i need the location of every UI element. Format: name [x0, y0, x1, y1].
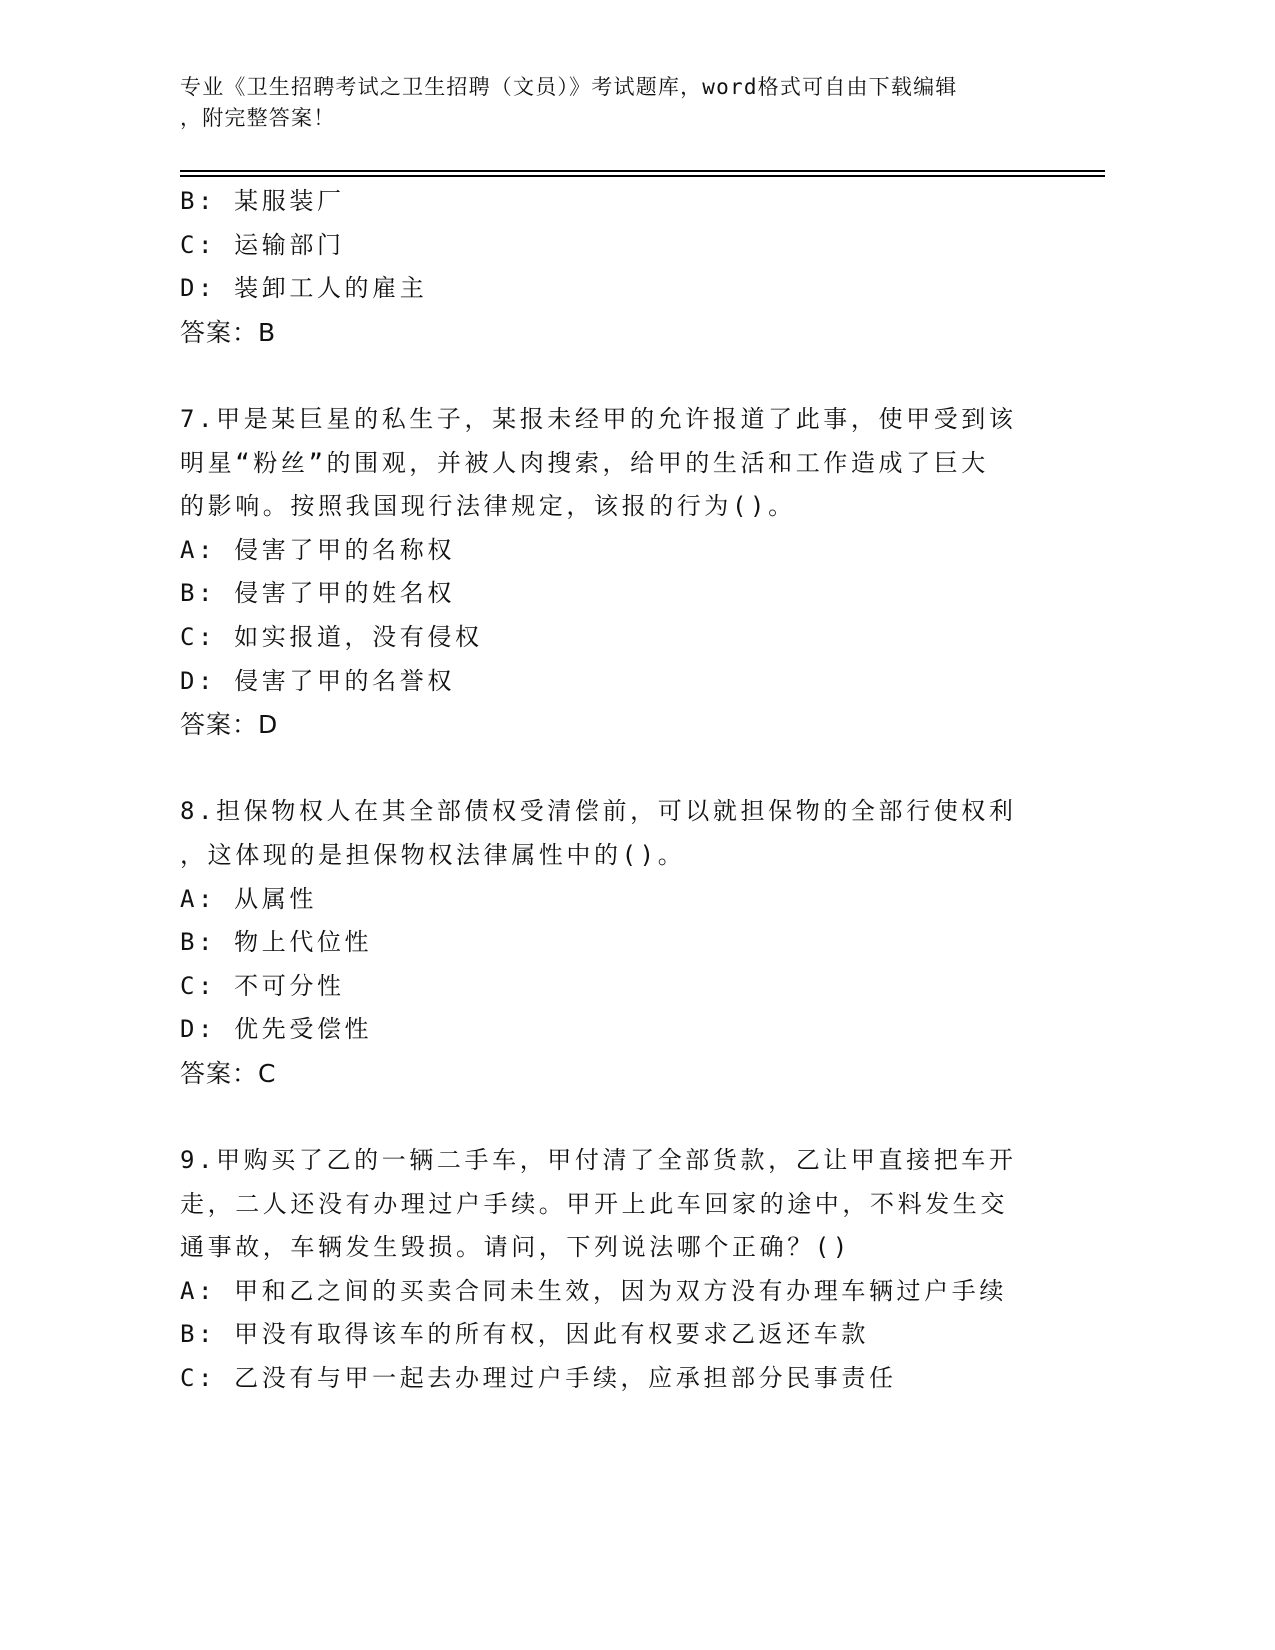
option-b: B: 物上代位性 — [180, 928, 373, 957]
document-header — [180, 72, 1080, 134]
question-text: ，这体现的是担保物权法律属性中的()。 — [180, 840, 686, 869]
question-text: 通事故，车辆发生毁损。请问，下列说法哪个正确？() — [180, 1233, 851, 1262]
question-text: 明星“粉丝”的围观，并被人肉搜索，给甲的生活和工作造成了巨大 — [180, 448, 989, 477]
header-line-1: 专业《卫生招聘考试之卫生招聘（文员）》考试题库，word格式可自由下载编辑 — [180, 75, 958, 99]
option-c: C: 乙没有与甲一起去办理过户手续，应承担部分民事责任 — [180, 1364, 897, 1393]
option-d: D: 侵害了甲的名誉权 — [180, 666, 455, 695]
option-c: C: 运输部门 — [180, 230, 345, 259]
question-6-tail — [180, 180, 1120, 354]
header-rule-bottom — [180, 175, 1105, 177]
option-a: A: 从属性 — [180, 884, 317, 913]
option-b: B: 甲没有取得该车的所有权，因此有权要求乙返还车款 — [180, 1320, 869, 1349]
header-rule-top — [180, 170, 1105, 172]
option-a: A: 侵害了甲的名称权 — [180, 535, 455, 564]
question-8 — [180, 790, 1120, 1095]
header-line-2: ，附完整答案！ — [180, 106, 336, 130]
question-text: 8.担保物权人在其全部债权受清偿前，可以就担保物的全部行使权利 — [180, 797, 1017, 826]
question-text: 走，二人还没有办理过户手续。甲开上此车回家的途中，不料发生交 — [180, 1189, 1008, 1218]
document-body — [180, 180, 1120, 1401]
option-c: C: 如实报道，没有侵权 — [180, 622, 483, 651]
option-d: D: 优先受偿性 — [180, 1015, 373, 1044]
question-text: 7.甲是某巨星的私生子，某报未经甲的允许报道了此事，使甲受到该 — [180, 404, 1017, 433]
question-text: 9.甲购买了乙的一辆二手车，甲付清了全部货款，乙让甲直接把车开 — [180, 1146, 1017, 1175]
option-a: A: 甲和乙之间的买卖合同未生效，因为双方没有办理车辆过户手续 — [180, 1276, 1007, 1305]
question-9 — [180, 1139, 1120, 1401]
option-c: C: 不可分性 — [180, 971, 345, 1000]
answer: 答案：D — [180, 710, 279, 740]
option-b: B: 某服装厂 — [180, 187, 345, 215]
question-text: 的影响。按照我国现行法律规定，该报的行为()。 — [180, 492, 796, 521]
option-b: B: 侵害了甲的姓名权 — [180, 579, 455, 608]
answer: 答案：B — [180, 317, 277, 347]
question-7 — [180, 398, 1120, 747]
option-d: D: 装卸工人的雇主 — [180, 274, 428, 303]
answer: 答案：C — [180, 1058, 277, 1088]
